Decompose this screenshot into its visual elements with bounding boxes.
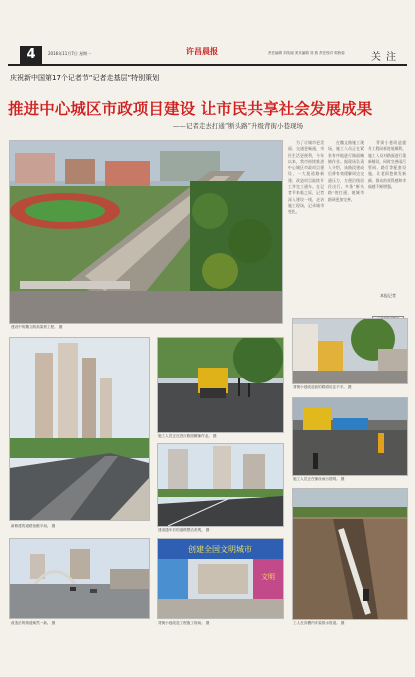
page-number: 4 xyxy=(20,46,42,64)
article-author: 本报记者 xyxy=(380,293,396,298)
old-alley-caption: 背街小巷改造前的路面坑洼不平。 摄 xyxy=(293,385,352,389)
finished-road-photo xyxy=(157,443,284,527)
road-paving-photo xyxy=(157,337,284,433)
page-header xyxy=(8,44,407,66)
old-alley-photo xyxy=(292,318,408,384)
main-aerial-photo xyxy=(9,140,283,324)
editor-credits: 责任编辑 刘英丽 美术编辑 刘 燕 责任校对 郭秋菊 xyxy=(268,51,345,55)
section-title: 关 注 xyxy=(370,52,397,63)
finished-road-caption: 建成通车后的道路整洁美观。 摄 xyxy=(158,528,210,532)
article-column-2: 在魏文路施工现场，施工人员正在紧张有序地进行路面摊铺作业。据现场负责人介绍，该路段建成后将有效缓解周边交通压力，方便沿线居民出行。多条“断头路”的打通，使城市路网更加完善。 xyxy=(328,140,364,202)
renovated-street-caption: 改造后的街道焕然一新。 摄 xyxy=(11,621,56,625)
new-road-caption: 新修建的道路宽敞平坦。 摄 xyxy=(11,524,56,528)
article-column-3: 背街小巷改造提升工程同样进展顺利。施工人员对路面进行重新铺设，同时完善雨污管网、路灯等配套设施，让老街巷焕发新颜，群众的获得感和幸福感不断增强。 xyxy=(368,140,406,190)
billboard-side-text: 文明 xyxy=(261,573,275,581)
issue-date: 2016年11月7日 星期一 xyxy=(48,51,92,56)
billboard-slogan: 创建全国文明城市 xyxy=(188,545,252,554)
alley-billboard-caption: 背街小巷改造工程施工现场。 摄 xyxy=(158,621,210,625)
article-subhead: ——记者走去打通“断头路”升级背街小巷现场 xyxy=(172,122,303,130)
article-kicker: 庆祝新中国第17个记者节“记者走基层”特别策划 xyxy=(10,74,160,82)
masthead-logo: 许昌晨报 xyxy=(186,47,218,56)
main-photo-caption: 建设中的魏文路高架桥工程。 摄 xyxy=(11,325,63,329)
pipe-laying-photo xyxy=(292,397,408,476)
alley-billboard-photo xyxy=(157,538,284,619)
new-road-photo xyxy=(9,337,150,521)
drainage-trench-photo xyxy=(292,488,408,620)
article-column-1: 为了让城市更美丽、交通更畅通，市民生活更便利，今年以来，我市持续推进中心城区市政项目建设，一大批道路新建、改造项目陆续开工并完工通车。在记者节来临之际，记者深入建设一线，走访施工现场，记录城市变化。 xyxy=(288,140,324,215)
pipe-laying-caption: 施工人员正在铺设雨污管网。 摄 xyxy=(293,477,345,481)
road-paving-caption: 施工人员正在进行路面摊铺作业。 摄 xyxy=(158,434,217,438)
drainage-trench-caption: 工人在沟槽内安装排水管道。 摄 xyxy=(293,621,345,625)
article-headline: 推进中心城区市政项目建设 让市民共享社会发展成果 xyxy=(8,100,373,118)
renovated-street-photo xyxy=(9,538,150,619)
